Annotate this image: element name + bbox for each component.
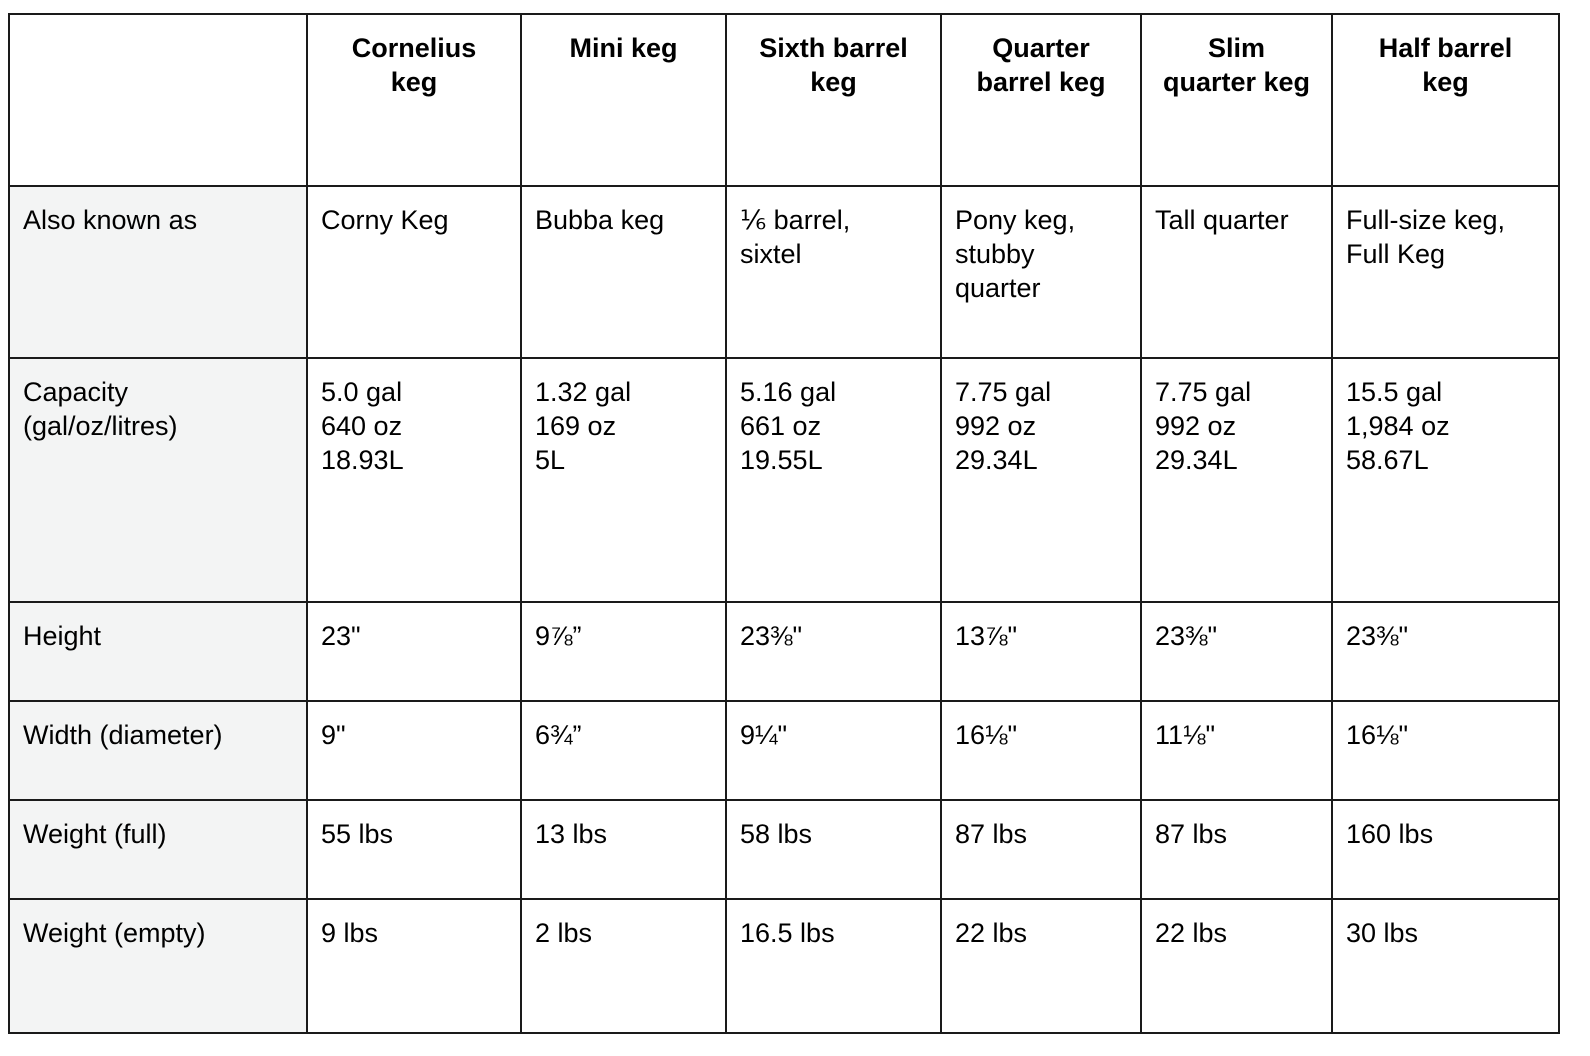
- header-quarter-barrel-keg: [941, 14, 1141, 186]
- header-text: Sixth barrel: [759, 33, 908, 63]
- table-cell: [1141, 602, 1332, 701]
- table-cell: [521, 186, 726, 358]
- cell-text: 9 lbs: [321, 918, 379, 948]
- table-cell: [307, 899, 521, 1033]
- table-cell: [726, 701, 941, 800]
- header-text: keg: [810, 67, 857, 97]
- cell-text: 23⅜": [1346, 621, 1409, 651]
- table-cell: [307, 800, 521, 899]
- keg-size-table: [8, 13, 1560, 1034]
- table-cell: [941, 358, 1141, 602]
- row-label-cell: [9, 701, 307, 800]
- table-cell: [726, 602, 941, 701]
- cell-text: 16⅛": [955, 720, 1018, 750]
- row-label-cell: [9, 186, 307, 358]
- cell-text: 1.32 gal: [535, 377, 632, 407]
- table-cell: [726, 186, 941, 358]
- cell-text: 992 oz: [1155, 411, 1237, 441]
- table-cell: [1141, 358, 1332, 602]
- cell-text: 7.75 gal: [1155, 377, 1252, 407]
- row-label-cell: [9, 899, 307, 1033]
- header-text: Quarter: [992, 33, 1090, 63]
- table-cell: [521, 701, 726, 800]
- cell-text: 58.67L: [1346, 445, 1429, 475]
- cell-text: 87 lbs: [955, 819, 1028, 849]
- cell-text: 5.0 gal: [321, 377, 403, 407]
- header-slim-quarter-keg: [1141, 14, 1332, 186]
- table-row-width: [9, 701, 1559, 800]
- header-row: [9, 14, 1559, 186]
- table-cell: [1332, 800, 1559, 899]
- cell-text: sixtel: [740, 239, 802, 269]
- cell-text: 160 lbs: [1346, 819, 1434, 849]
- header-text: Slim: [1207, 33, 1266, 63]
- row-label-text: Width (diameter): [23, 720, 223, 750]
- table-cell: [1141, 701, 1332, 800]
- cell-text: 23⅜": [740, 621, 803, 651]
- cell-text: 16⅛": [1346, 720, 1409, 750]
- table-cell: [941, 602, 1141, 701]
- row-label-text: Capacity: [23, 377, 129, 407]
- table-cell: [307, 358, 521, 602]
- cell-text: 2 lbs: [535, 918, 593, 948]
- cell-text: 9¼": [740, 720, 788, 750]
- header-text: barrel keg: [976, 67, 1106, 97]
- cell-text: 661 oz: [740, 411, 822, 441]
- cell-text: quarter: [955, 273, 1041, 303]
- table-cell: [307, 602, 521, 701]
- cell-text: 29.34L: [1155, 445, 1238, 475]
- table-row-also-known-as: [9, 186, 1559, 358]
- table-cell: [521, 602, 726, 701]
- cell-text: 6¾”: [535, 720, 582, 750]
- table-row-weight-empty: [9, 899, 1559, 1033]
- header-half-barrel-keg: [1332, 14, 1559, 186]
- table-cell: [726, 800, 941, 899]
- header-text: Cornelius: [351, 33, 477, 63]
- row-label-text: Height: [23, 621, 102, 651]
- table-cell: [521, 800, 726, 899]
- cell-text: 16.5 lbs: [740, 918, 835, 948]
- cell-text: 5L: [535, 445, 566, 475]
- table-row-height: [9, 602, 1559, 701]
- cell-text: Full-size keg,: [1346, 205, 1506, 235]
- cell-text: 23": [321, 621, 361, 651]
- header-sixth-barrel-keg: [726, 14, 941, 186]
- table-cell: [1332, 899, 1559, 1033]
- cell-text: 13 lbs: [535, 819, 608, 849]
- row-label-cell: [9, 358, 307, 602]
- header-corner-cell: [9, 14, 307, 186]
- table-cell: [1141, 899, 1332, 1033]
- table-cell: [1332, 186, 1559, 358]
- row-label-text: Weight (full): [23, 819, 167, 849]
- table-cell: [521, 899, 726, 1033]
- cell-text: 7.75 gal: [955, 377, 1052, 407]
- row-label-text: (gal/oz/litres): [23, 411, 178, 441]
- header-text: Half barrel: [1378, 33, 1513, 63]
- cell-text: 5.16 gal: [740, 377, 837, 407]
- table-cell: [941, 800, 1141, 899]
- cell-text: 9": [321, 720, 346, 750]
- table-cell: [1332, 701, 1559, 800]
- row-label-text: Weight (empty): [23, 918, 206, 948]
- cell-text: 169 oz: [535, 411, 617, 441]
- cell-text: 87 lbs: [1155, 819, 1228, 849]
- cell-text: Tall quarter: [1155, 205, 1289, 235]
- cell-text: 23⅜": [1155, 621, 1218, 651]
- table-cell: [941, 899, 1141, 1033]
- header-text: Mini keg: [569, 33, 678, 63]
- cell-text: 18.93L: [321, 445, 404, 475]
- table-row-capacity: [9, 358, 1559, 602]
- cell-text: stubby: [955, 239, 1035, 269]
- cell-text: 29.34L: [955, 445, 1038, 475]
- header-text: keg: [1422, 67, 1469, 97]
- header-mini-keg: [521, 14, 726, 186]
- cell-text: Corny Keg: [321, 205, 449, 235]
- row-label-cell: [9, 602, 307, 701]
- cell-text: 58 lbs: [740, 819, 813, 849]
- table-cell: [726, 358, 941, 602]
- cell-text: 30 lbs: [1346, 918, 1419, 948]
- cell-text: 13⅞": [955, 621, 1018, 651]
- header-cornelius-keg: [307, 14, 521, 186]
- table-cell: [307, 186, 521, 358]
- cell-text: 22 lbs: [955, 918, 1028, 948]
- cell-text: 22 lbs: [1155, 918, 1228, 948]
- cell-text: Full Keg: [1346, 239, 1446, 269]
- table-cell: [521, 358, 726, 602]
- cell-text: 19.55L: [740, 445, 823, 475]
- header-text: quarter keg: [1162, 67, 1311, 97]
- cell-text: 55 lbs: [321, 819, 394, 849]
- cell-text: 11⅛": [1155, 720, 1216, 750]
- table-cell: [726, 899, 941, 1033]
- table-cell: [1141, 800, 1332, 899]
- cell-text: Pony keg,: [955, 205, 1076, 235]
- cell-text: Bubba keg: [535, 205, 665, 235]
- table-row-weight-full: [9, 800, 1559, 899]
- table-cell: [307, 701, 521, 800]
- header-text: keg: [390, 67, 438, 97]
- table-cell: [941, 701, 1141, 800]
- table-cell: [941, 186, 1141, 358]
- table-cell: [1141, 186, 1332, 358]
- cell-text: 1,984 oz: [1346, 411, 1450, 441]
- cell-text: 992 oz: [955, 411, 1037, 441]
- row-label-cell: [9, 800, 307, 899]
- table-cell: [1332, 358, 1559, 602]
- table-cell: [1332, 602, 1559, 701]
- cell-text: 9⅞”: [535, 621, 582, 651]
- cell-text: 15.5 gal: [1346, 377, 1443, 407]
- cell-text: 640 oz: [321, 411, 403, 441]
- cell-text: ⅙ barrel,: [740, 205, 851, 235]
- row-label-text: Also known as: [23, 205, 198, 235]
